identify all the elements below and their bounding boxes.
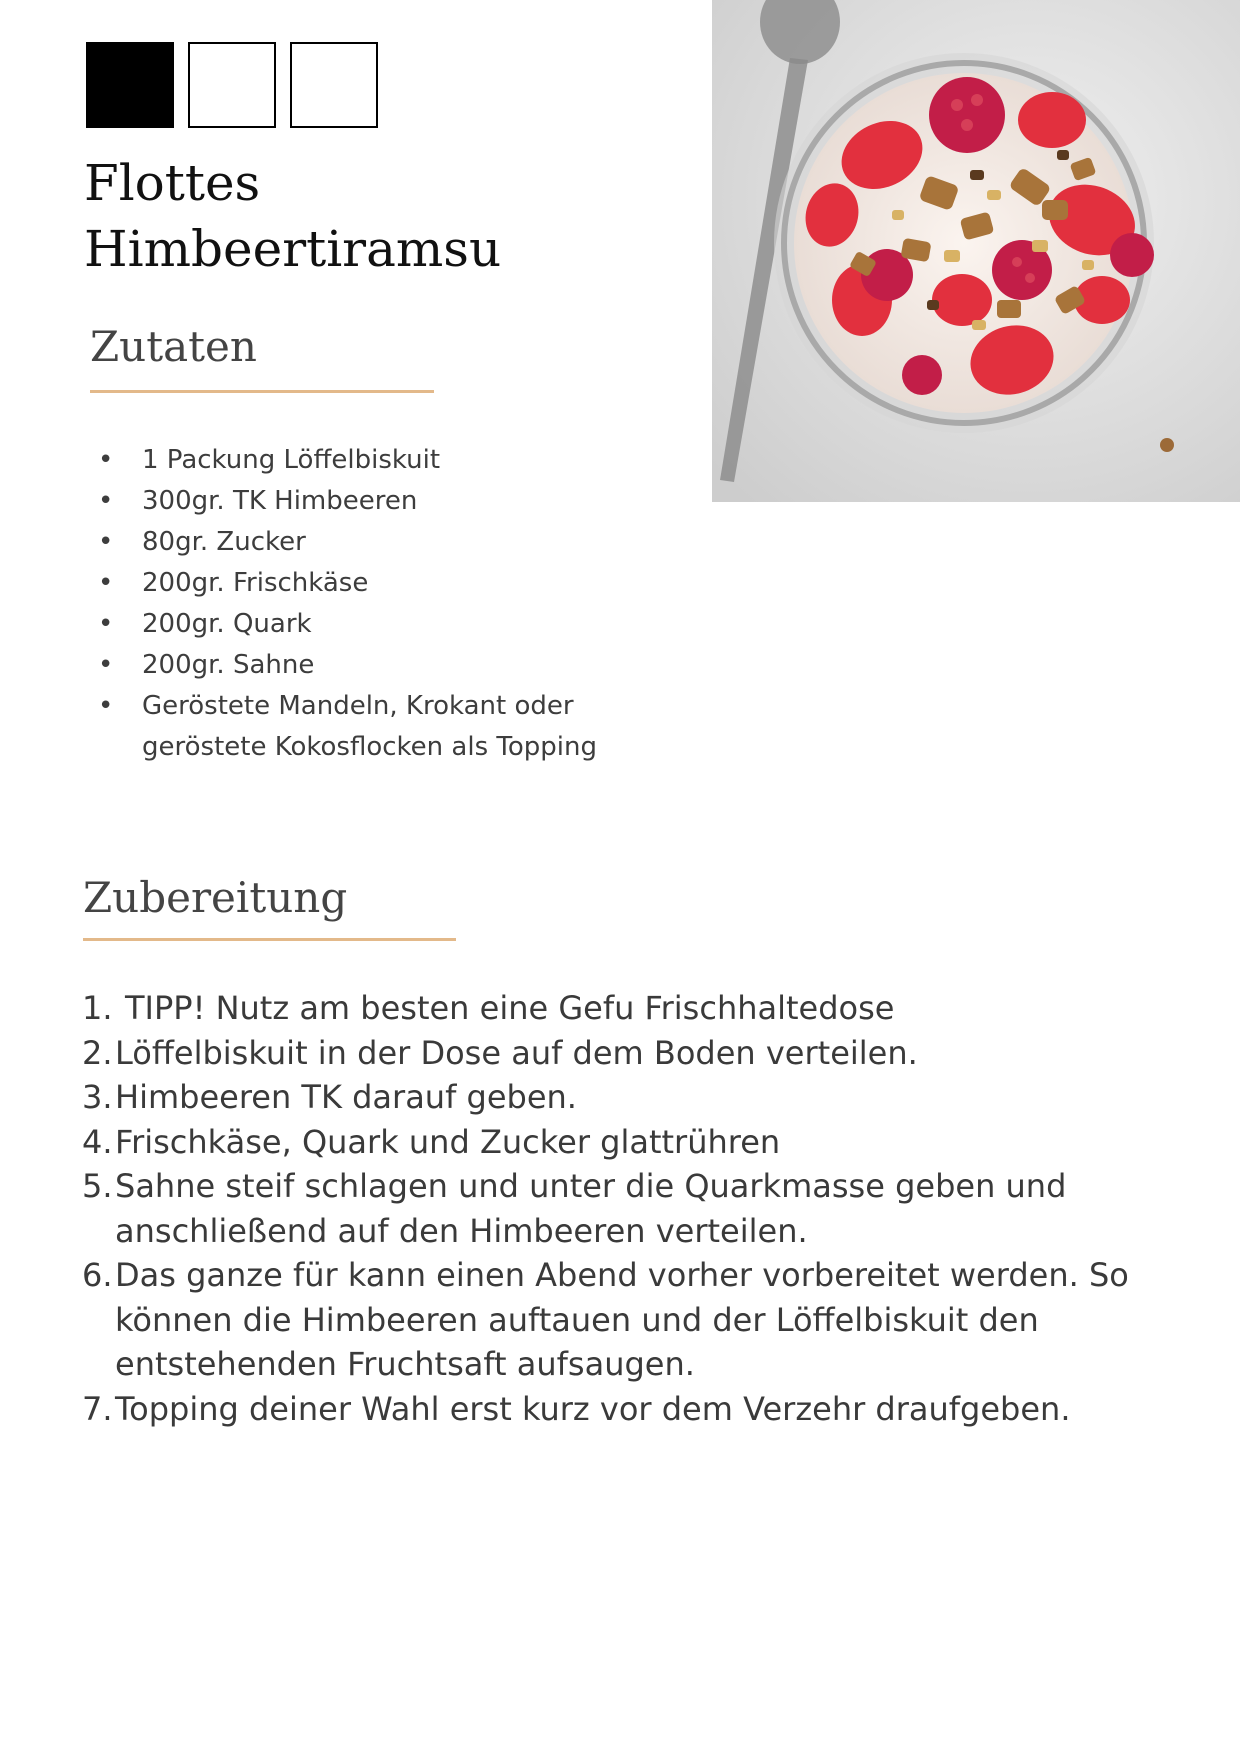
ingredient-text: 80gr. Zucker (142, 527, 306, 557)
ingredients-divider (90, 390, 434, 393)
step-number: 2. (82, 1033, 113, 1072)
ingredients-heading: Zutaten (90, 322, 257, 371)
step-text: Sahne steif schlagen und unter die Quarkmasse geben und anschließend auf den Himbeeren verteilen. (115, 1167, 1067, 1250)
list-item (82, 1253, 1202, 1387)
bullet-icon: • (98, 486, 114, 516)
filled-square (86, 42, 174, 128)
step-text: Frischkäse, Quark und Zucker glattrühren (115, 1122, 781, 1161)
list-item (82, 1031, 1202, 1076)
recipe-title (84, 150, 644, 282)
step-text: Topping deiner Wahl erst kurz vor dem Verzehr draufgeben. (115, 1389, 1071, 1428)
recipe-title-line-1: Flottes (84, 154, 261, 212)
step-number: 1. (82, 989, 113, 1027)
ingredient-text: 200gr. Frischkäse (142, 568, 369, 598)
step-text: Löffelbiskuit in der Dose auf dem Boden verteilen. (115, 1033, 918, 1072)
list-item (90, 645, 690, 686)
step-number: 3. (82, 1078, 113, 1116)
bullet-icon: • (98, 609, 114, 639)
step-number: 7. (82, 1389, 113, 1428)
list-item (90, 563, 690, 604)
decorative-squares (86, 42, 378, 128)
step-text: Das ganze für kann einen Abend vorher vorbereitet werden. So können die Himbeeren auftauen und der Löffelbiskuit den entstehenden Fruchtsaft aufsaugen. (115, 1256, 1129, 1383)
list-item (82, 1120, 1202, 1165)
bullet-icon: • (98, 691, 114, 721)
list-item (90, 604, 690, 645)
empty-square (290, 42, 378, 128)
recipe-title-line-2: Himbeertiramsu (84, 220, 502, 278)
list-item (82, 986, 1202, 1031)
ingredient-text: Geröstete Mandeln, Krokant oder geröstete Kokosflocken als Topping (142, 691, 597, 762)
step-number: 4. (82, 1122, 113, 1161)
list-item (82, 1075, 1202, 1120)
bullet-icon: • (98, 568, 114, 598)
step-text: Himbeeren TK darauf geben. (115, 1078, 577, 1116)
list-item (82, 1387, 1202, 1432)
ingredient-text: 1 Packung Löffelbiskuit (142, 445, 441, 475)
ingredient-text: 200gr. Quark (142, 609, 312, 639)
list-item (90, 440, 690, 481)
step-number: 6. (82, 1256, 113, 1294)
dessert-photo (712, 0, 1240, 502)
ingredient-text: 300gr. TK Himbeeren (142, 486, 418, 516)
bullet-icon: • (98, 527, 114, 557)
bullet-icon: • (98, 650, 114, 680)
dessert-illustration (712, 0, 1240, 502)
preparation-steps (82, 986, 1202, 1431)
ingredient-text: 200gr. Sahne (142, 650, 315, 680)
preparation-heading: Zubereitung (83, 873, 348, 922)
empty-square (188, 42, 276, 128)
list-item (90, 481, 690, 522)
step-text: TIPP! Nutz am besten eine Gefu Frischhaltedose (125, 989, 895, 1027)
list-item (90, 686, 690, 768)
preparation-divider (83, 938, 456, 941)
bullet-icon: • (98, 445, 114, 475)
list-item (82, 1164, 1202, 1253)
list-item (90, 522, 690, 563)
ingredients-list (90, 440, 690, 768)
step-number: 5. (82, 1167, 113, 1205)
